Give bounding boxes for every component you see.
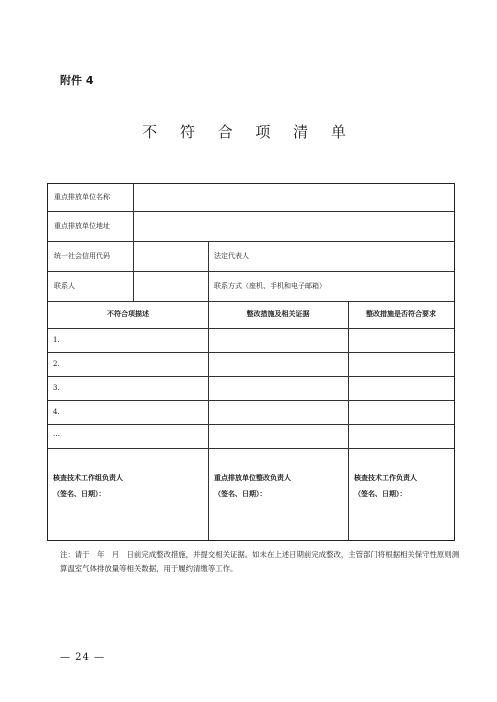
signature-date-team-lead: （签名、日期）： — [53, 490, 106, 498]
col-divider — [348, 301, 349, 540]
row-divider — [48, 424, 454, 425]
row-divider — [48, 376, 454, 377]
column-header-nonconformity: 不符合项描述 — [107, 310, 149, 318]
row-divider — [48, 271, 454, 272]
col-divider — [133, 184, 134, 301]
col-divider — [208, 241, 209, 301]
field-label-contact-method: 联系方式（座机、手机和电子邮箱） — [214, 282, 326, 290]
row-divider — [48, 241, 454, 242]
row-divider — [48, 448, 454, 449]
field-label-credit-code: 统一社会信用代码 — [54, 252, 110, 260]
col-divider — [208, 301, 209, 540]
page-number: — 24 — — [60, 652, 106, 663]
signature-role-unit-rectification: 重点排放单位整改负责人 — [214, 474, 291, 482]
list-item: 1. — [53, 336, 60, 344]
list-item: 4. — [53, 408, 60, 416]
row-divider — [48, 301, 454, 302]
nonconformity-form — [47, 183, 455, 541]
row-divider — [48, 352, 454, 353]
row-divider — [48, 328, 454, 329]
row-divider — [48, 400, 454, 401]
field-label-unit-address: 重点排放单位地址 — [54, 222, 110, 230]
column-header-compliance: 整改措施是否符合要求 — [366, 310, 436, 318]
list-item: 2. — [53, 360, 60, 368]
page-title: 不 符 合 项 清 单 — [142, 123, 355, 141]
signature-date-unit-rectification: （签名、日期）： — [214, 490, 267, 498]
signature-role-team-lead: 核查技术工作组负责人 — [53, 474, 123, 482]
field-label-unit-name: 重点排放单位名称 — [54, 193, 110, 201]
field-label-legal-rep: 法定代表人 — [214, 252, 249, 260]
list-item: 3. — [53, 384, 60, 392]
footnote: 注：请于 年 月 日前完成整改措施，并提交相关证据。如未在上述日期前完成整改，主管部门将根据相关保守性原则测算温室气体排放量等相关数据，用于履约清缴等工作。 — [60, 550, 460, 573]
row-divider — [48, 211, 454, 212]
column-header-measures: 整改措施及相关证据 — [246, 310, 310, 318]
signature-role-technical-lead: 核查技术工作负责人 — [354, 474, 417, 482]
attachment-label: 附件 4 — [60, 74, 94, 87]
list-item: … — [53, 430, 60, 438]
signature-date-technical-lead: （签名、日期）： — [354, 490, 407, 498]
field-label-contact: 联系人 — [54, 282, 75, 290]
